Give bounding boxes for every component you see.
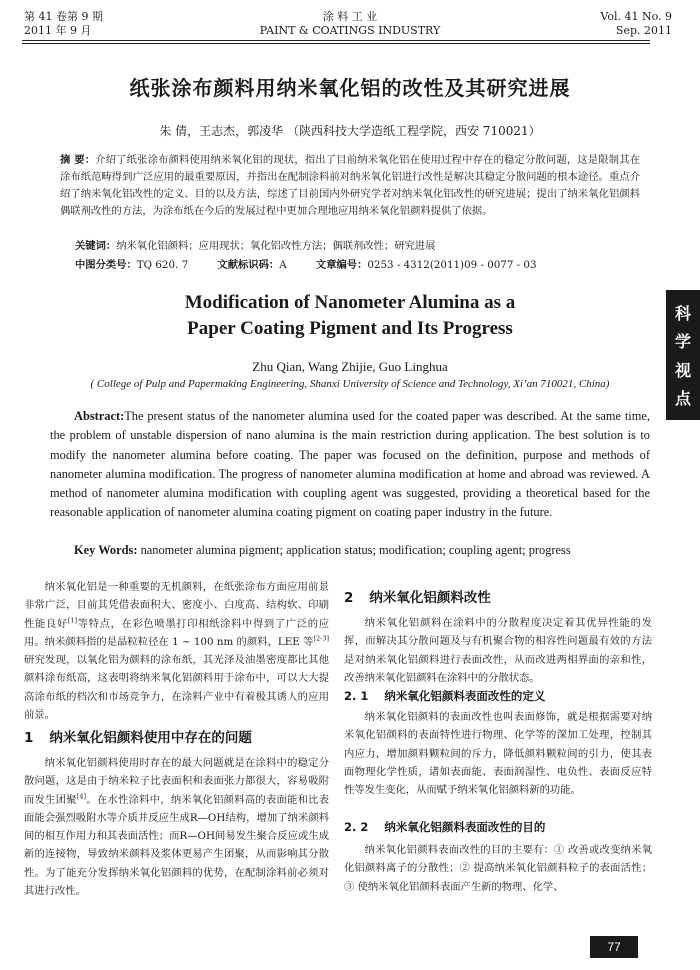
section-2-2-paragraph [344,841,652,896]
section-1-text-part: 纳米氧化铝颜料使用时存在的最大问题就是在涂料中的稳定分散问题，这是由于纳米粒子比表面积和表面张力都很大，容易吸附而发生团聚 [24,757,329,806]
section-1-heading [24,726,252,746]
section-title: 纳米氧化铝颜料表面改性的目的 [384,820,546,834]
paper-title-en-line1: Modification of Nanometer Alumina as a [184,292,516,313]
section-number: 2. 2 [344,820,369,834]
header-volume-en [600,10,672,38]
section-number: 2 [344,590,354,606]
header-vol-cn: 第 41 卷第 9 期 [24,10,103,23]
section-number: 1 [24,730,34,746]
authors-cn: 朱 倩，王志杰，郭凌华 （陕西科技大学造纸工程学院，西安 710021） [159,124,541,138]
section-title: 纳米氧化铝颜料表面改性的定义 [384,689,546,703]
citation-ref: [1] [67,616,78,625]
section-2-2-text: 纳米氧化铝颜料表面改性的目的主要有：① 改善或改变纳米氧化铝颜料离子的分散性；② 提高纳米氧化铝颜料粒子的表面活性；③ 使纳米氧化铝颜料表面产生新的物理、化学、 [344,844,652,893]
section-title: 纳米氧化铝颜料改性 [369,590,491,606]
keywords-cn-text: 纳米氧化铝颜料；应用现状；氧化铝改性方法；偶联剂改性；研究进展 [116,240,436,252]
abstract-cn-text: 介绍了纸张涂布颜料使用纳米氧化铝的现状，指出了目前纳米氧化铝在使用过程中存在的稳定分散问题，这是限制其在涂布纸范畴得到广泛应用的最重要原因，并指出在配制涂料前对纳米氧化铝进行改性是解决其稳定分散问题的根本途径。重点介绍了纳米氧化铝改性的定义、目的以及方法，综述了目前国内外研究学者对纳米氧化铝改性的研究进展；提出了纳米氧化铝颜料偶联剂改性的方法，为涂布纸在今后的发展过程中更加合理地应用纳米氧化铝颜料提供了依据。 [60,154,640,217]
section-2-paragraph [344,614,652,687]
section-2-2-heading [344,819,545,835]
clc-label: 中图分类号： [75,259,137,271]
article-no-label: 文章编号： [315,259,368,271]
header-journal-cn: 涂 料 工 业 [322,10,378,23]
citation-ref: [2-3] [313,634,329,643]
section-1-paragraph [24,754,329,900]
clc-value: TQ 620. 7 [136,259,189,271]
section-2-1-paragraph [344,708,652,799]
header-rule-bottom [22,43,650,44]
section-side-tab [666,290,700,420]
header-date-cn: 2011 年 9 月 [24,24,92,37]
abstract-en-label: Abstract: [74,409,125,423]
abstract-en-text: The present status of the nanometer alumina used for the coated paper was described. At the same time, the problem of unstable dispersion of nano alumina is the main restriction during application. The best solution is to modify the nanometer alumina before coating. The paper was focused on the definition, purpose and methods of nanometer alumina modification. The progress of nanometer alumina modification at home and abroad was reviewed. A method of nanometer alumina modification with coupling agent was suggested, providing a theoretical based for the reasonable application of nanometer alumina coating pigment on coating paper industry in the future. [50,409,650,520]
side-tab-char: 学 [674,332,691,352]
paper-title-cn: 纸张涂布颜料用纳米氧化铝的改性及其研究进展 [129,76,571,100]
intro-text-part: 等特点，在彩色喷墨打印相纸涂料中得到了广泛的应用。纳米颜料指的是晶粒粒径在 1 ~ 100 nm 的颜料，LEE 等 [24,617,330,648]
section-2-1-heading [344,688,545,704]
keywords-en [74,543,654,558]
section-2-text: 纳米氧化铝颜料在涂料中的分散程度决定着其优异性能的发挥，而解决其分散问题及与有机聚合物的相容性问题最有效的方法是对纳米氧化铝颜料进行表面改性，从而改进两相界面的亲和性，改善纳米氧化铝颜料在涂料中的分散状态。 [344,617,652,684]
keywords-en-text: nanometer alumina pigment; application status; modification; coupling agent; progress [140,543,571,557]
intro-text-part: 纳米氧化铝是一种重要的无机颜料，在纸张涂布方面应用前景非常广泛，目前其凭借表面积大、密度小、白度高、结构软、印刷性能良好 [24,581,329,630]
article-no-value: 0253 - 4312(2011)09 - 0077 - 03 [367,259,537,271]
authors-en: Zhu Qian, Wang Zhijie, Guo Linghua [252,359,448,374]
paper-title-en-line2: Paper Coating Pigment and Its Progress [187,318,513,339]
abstract-cn-label: 摘 要： [60,154,96,166]
header-date-en: Sep. 2011 [615,24,672,37]
intro-paragraph [24,578,329,724]
section-number: 2. 1 [344,689,369,703]
page-number: 77 [590,936,638,958]
side-tab-char: 视 [674,360,691,380]
affiliation-en: ( College of Pulp and Papermaking Engineering, Shanxi University of Science and Technology, Xi’an 710021, China) [90,378,610,390]
section-2-heading [344,586,491,606]
doc-code-label: 文献标识码： [217,259,280,271]
intro-text [24,578,329,724]
header-journal [0,10,700,38]
abstract-cn [60,152,640,220]
side-tab-char: 科 [674,303,691,323]
citation-ref: [4] [76,792,87,801]
paper-title-en [60,290,640,342]
side-tab-char: 点 [674,389,691,409]
keywords-cn [75,238,645,255]
keywords-cn-label: 关键词： [75,240,117,252]
header-rule-top [22,40,650,41]
header-journal-en: PAINT & COATINGS INDUSTRY [259,24,441,37]
section-1-text [24,754,329,900]
header-vol-en: Vol. 41 No. 9 [600,10,672,23]
doc-code-value: A [279,259,287,271]
keywords-en-label: Key Words: [74,543,138,557]
section-title: 纳米氧化铝颜料使用中存在的问题 [49,730,252,746]
section-2-1-text: 纳米氧化铝颜料的表面改性也叫表面修饰，就是根据需要对纳米氧化铝颜料的表面特性进行物理、化学等的深加工处理，控制其内应力，增加颜料颗粒间的斥力，降低颜料颗粒间的引力，使其表面物理化学性质，诸如表面能、表面润湿性、电负性、表面反应特性等发生变化，从而赋予纳米氧化铝颜料新的功能。 [344,711,652,797]
classification-line [75,257,645,274]
section-1-text-part: 。在水性涂料中，纳米氧化铝颜料高的表面能和比表面能会强烈吸附水等介质并反应生成R—OH结构，增加了纳米颜料间的相互作用力和其表面活性；而R—OH间易发生聚合反应或生成新的连接物，导致纳米颜料及浆体更易产生团聚，从而影响其分散性。为了能充分发挥纳米氧化铝颜料的优势，在配制涂料前必须对其进行改性。 [24,793,330,898]
abstract-en [50,407,650,523]
intro-text-part: 研究发现，以氧化铝为颜料的涂布纸，其光泽及油墨密度都比其他颜料涂布纸高，这表明将纳米氧化铝颜料用于涂布中，可以大大提高涂布纸的档次和市场竞争力，在涂料产业中有着极其诱人的应用前景。 [24,654,329,722]
